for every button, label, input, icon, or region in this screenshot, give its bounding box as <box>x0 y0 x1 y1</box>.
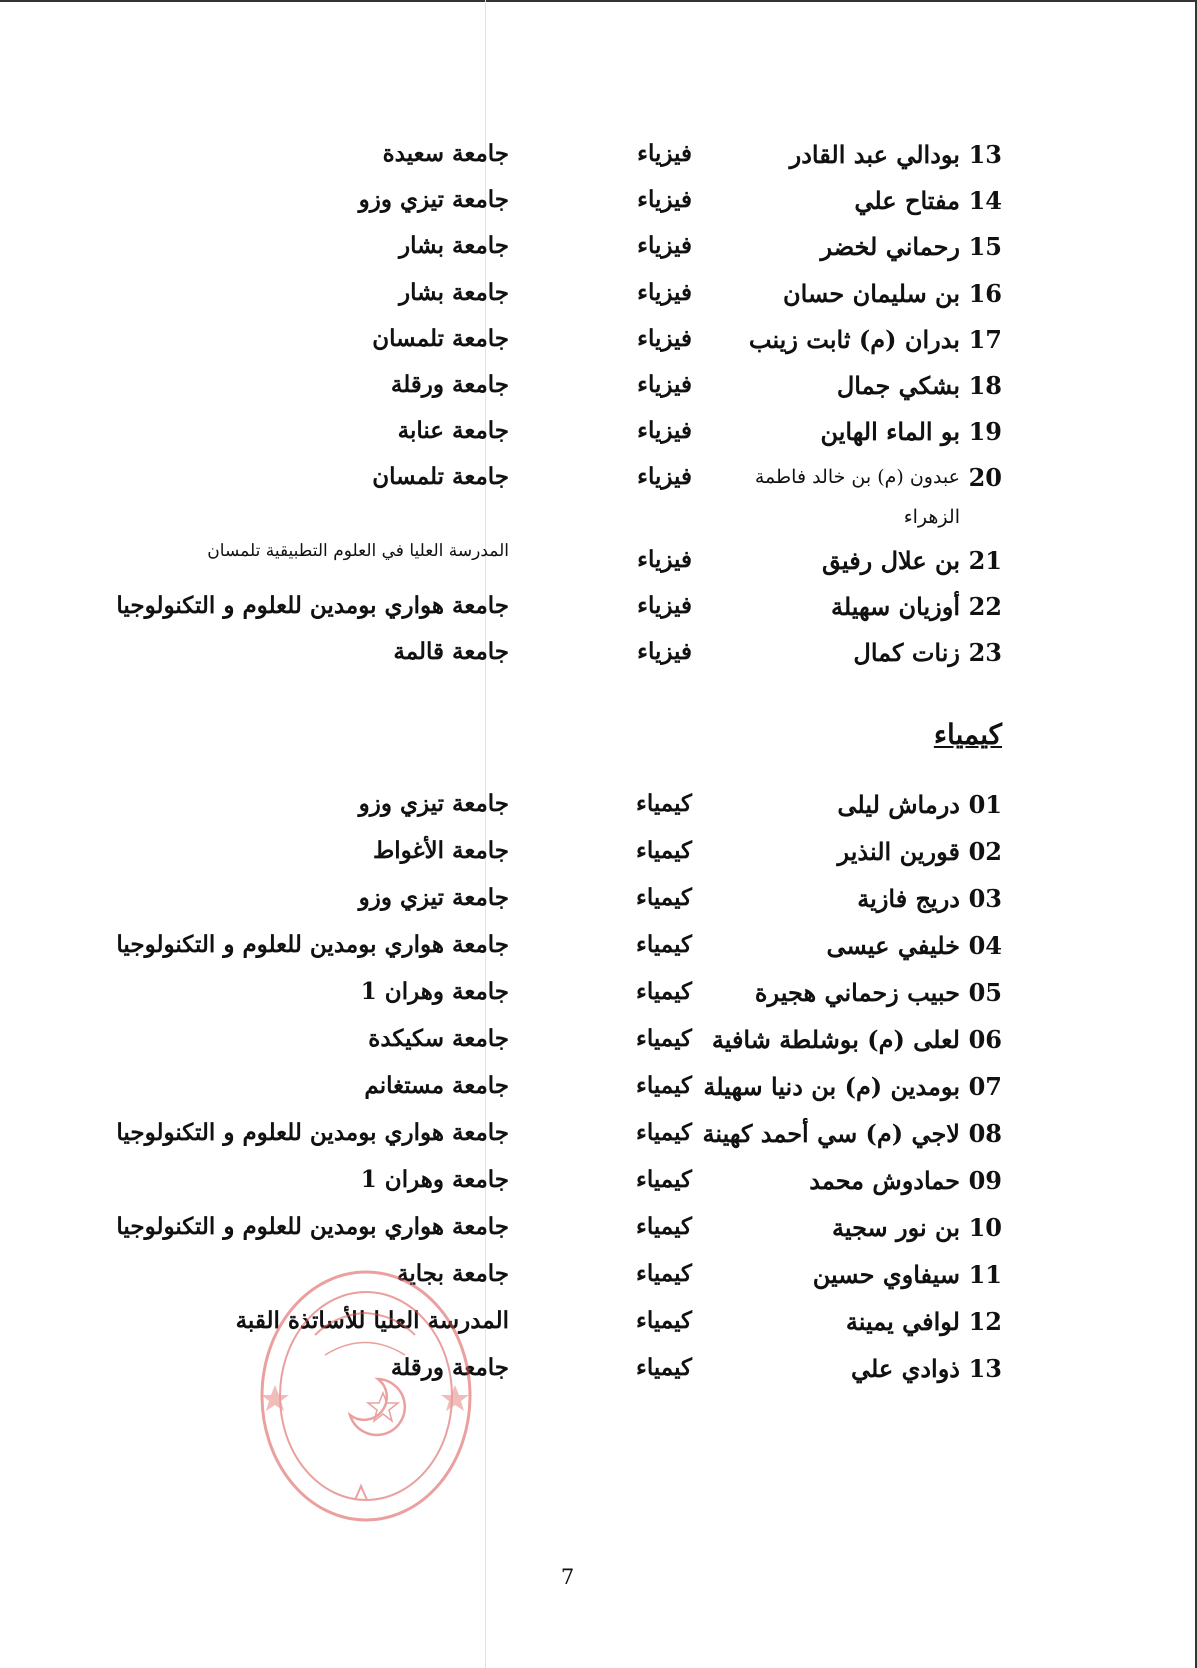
institution-name: جامعة هواري بومدين للعلوم و التكنولوجيا <box>116 931 509 958</box>
field-name: فيزياء <box>637 325 692 352</box>
field-name: كيمياء <box>636 1307 692 1334</box>
row-number: 09 <box>968 1166 1002 1195</box>
row-number: 10 <box>968 1213 1002 1242</box>
person-name: خليفي عيسى <box>826 931 960 960</box>
field-name: فيزياء <box>637 140 692 167</box>
row-number: 06 <box>968 1025 1002 1054</box>
row-number: 11 <box>968 1260 1002 1289</box>
row-number: 13 <box>968 140 1002 169</box>
field-name: كيمياء <box>636 790 692 817</box>
institution-name: جامعة هواري بومدين للعلوم و التكنولوجيا <box>116 1213 509 1240</box>
row-number: 21 <box>968 546 1002 575</box>
field-name: فيزياء <box>637 371 692 398</box>
row-number: 14 <box>968 186 1002 215</box>
page-number: 7 <box>560 1565 575 1589</box>
official-seal-icon <box>255 1265 477 1527</box>
field-name: كيمياء <box>636 1354 692 1381</box>
row-number: 04 <box>968 931 1002 960</box>
field-name: فيزياء <box>637 638 692 665</box>
field-name: كيمياء <box>636 1072 692 1099</box>
field-name: كيمياء <box>636 837 692 864</box>
field-name: فيزياء <box>637 546 692 573</box>
institution-name: جامعة بشار <box>398 232 509 259</box>
field-name: كيمياء <box>636 1025 692 1052</box>
institution-name: جامعة مستغانم <box>364 1072 509 1099</box>
institution-name: جامعة هواري بومدين للعلوم و التكنولوجيا <box>116 592 509 619</box>
person-name: بن نور سجية <box>831 1213 960 1242</box>
institution-name: جامعة بشار <box>398 279 509 306</box>
person-name: لاجي (م) سي أحمد كهينة <box>702 1119 960 1148</box>
field-name: فيزياء <box>637 232 692 259</box>
field-name: كيمياء <box>636 1260 692 1287</box>
person-name: مفتاح علي <box>854 186 960 215</box>
person-name: حبيب زحماني هجيرة <box>754 978 960 1007</box>
person-name: حمادوش محمد <box>809 1166 960 1195</box>
person-name: قورين النذير <box>837 837 960 866</box>
institution-name: جامعة بجاية <box>397 1260 509 1287</box>
person-name: بن سليمان حسان <box>783 279 960 308</box>
institution-name: جامعة تلمسان <box>372 325 509 352</box>
institution-name: المدرسة العليا في العلوم التطبيقية تلمسان <box>207 541 509 561</box>
field-name: كيمياء <box>636 1213 692 1240</box>
row-number: 16 <box>968 279 1002 308</box>
institution-name: جامعة سعيدة <box>382 140 509 167</box>
institution-name: جامعة تيزي وزو <box>358 884 509 911</box>
row-number: 12 <box>968 1307 1002 1336</box>
person-name: بومدين (م) بن دنيا سهيلة <box>703 1072 960 1101</box>
person-name: سيفاوي حسين <box>812 1260 960 1289</box>
person-name: رحماني لخضر <box>820 232 960 261</box>
field-name: كيمياء <box>636 1119 692 1146</box>
institution-name: جامعة الأغواط <box>372 837 509 864</box>
person-name: زنات كمال <box>853 638 960 667</box>
person-name: بشكي جمال <box>836 371 960 400</box>
institution-name: جامعة تيزي وزو <box>358 186 509 213</box>
person-name: أوزيان سهيلة <box>830 592 960 621</box>
field-name: فيزياء <box>637 463 692 490</box>
institution-name: جامعة هواري بومدين للعلوم و التكنولوجيا <box>116 1119 509 1146</box>
institution-name: جامعة وهران 1 <box>360 1166 509 1193</box>
page-border-top <box>0 0 1197 2</box>
row-number: 22 <box>968 592 1002 621</box>
person-name: ذوادي علي <box>850 1354 960 1383</box>
person-name: عبدون (م) بن خالد فاطمة الزهراء <box>754 466 960 528</box>
row-number: 05 <box>968 978 1002 1007</box>
person-name: بن علال رفيق <box>821 546 960 575</box>
row-number: 13 <box>968 1354 1002 1383</box>
row-number: 02 <box>968 837 1002 866</box>
section-title-chemistry: كيمياء <box>933 718 1002 751</box>
row-number: 15 <box>968 232 1002 261</box>
row-number: 07 <box>968 1072 1002 1101</box>
row-number: 18 <box>968 371 1002 400</box>
field-name: فيزياء <box>637 279 692 306</box>
person-name: بدران (م) ثابت زينب <box>748 325 960 354</box>
row-number: 08 <box>968 1119 1002 1148</box>
person-name: لعلى (م) بوشلطة شافية <box>711 1025 960 1054</box>
institution-name: جامعة ورقلة <box>390 371 509 398</box>
field-name: فيزياء <box>637 417 692 444</box>
institution-name: جامعة عنابة <box>397 417 509 444</box>
institution-name: جامعة تلمسان <box>372 463 509 490</box>
institution-name: جامعة ورقلة <box>390 1354 509 1381</box>
person-name: درماش ليلى <box>837 790 960 819</box>
row-number: 23 <box>968 638 1002 667</box>
field-name: كيمياء <box>636 978 692 1005</box>
institution-name: المدرسة العليا للأساتذة القبة <box>235 1307 509 1334</box>
institution-name: جامعة تيزي وزو <box>358 790 509 817</box>
person-name: بودالي عبد القادر <box>789 140 960 169</box>
field-name: كيمياء <box>636 1166 692 1193</box>
institution-name: جامعة وهران 1 <box>360 978 509 1005</box>
institution-name: جامعة سكيكدة <box>368 1025 509 1052</box>
institution-name: جامعة قالمة <box>393 638 509 665</box>
row-number: 17 <box>968 325 1002 354</box>
field-name: كيمياء <box>636 884 692 911</box>
person-name: دريج فازية <box>857 884 960 913</box>
person-name: لوافي يمينة <box>845 1307 960 1336</box>
row-number: 01 <box>968 790 1002 819</box>
row-number: 19 <box>968 417 1002 446</box>
field-name: كيمياء <box>636 931 692 958</box>
field-name: فيزياء <box>637 186 692 213</box>
row-number: 03 <box>968 884 1002 913</box>
row-number: 20 <box>968 463 1002 492</box>
person-name: بو الماء الهاين <box>820 417 960 446</box>
field-name: فيزياء <box>637 592 692 619</box>
